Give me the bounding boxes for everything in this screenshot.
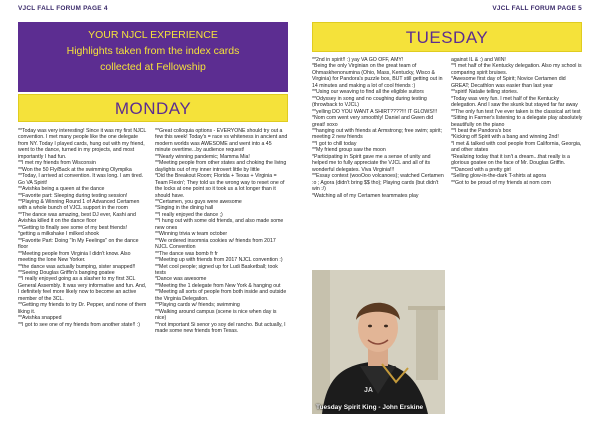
forum-comment: **Playing & Winning Round 1 of Advanced Certamen with a whole bunch of VJCL support in the room	[18, 198, 140, 212]
forum-comment: **Today was very interesting! Since it was my first NJCL convention. I met many people like the one delegate from NY. Today I played cards, hung out with my friend, went to the dance, turned in my projects, and most importantly I had fun.	[18, 128, 147, 160]
forum-comment: **Today, I arrived at convention. It was long. I am tired. Go VA Spirit!	[18, 173, 144, 186]
forum-comment: **I met half of the Kentucky delegation. Also my school is comparing spirit bruises.	[451, 63, 582, 76]
forum-comment: **Certamen, you guys were awesome	[155, 198, 242, 205]
forum-comment: **Great colloquia options - EVERYONE should try out a few this week! Today's = race vs whiteness in ancient and modern worlds was AWESOME and went into a 45 minute overtime...by audience request!	[155, 128, 288, 154]
person-illustration	[312, 270, 445, 414]
photo-caption: Tuesday Spirit King - John Erskine	[316, 404, 424, 411]
forum-comment: **the dance was actually bumping, sister snapped!!	[18, 263, 136, 270]
forum-comment: *Selling glow-in-the-dark T-shirts at agora	[451, 173, 547, 180]
tuesday-column-2	[451, 57, 584, 417]
page-header-left: VJCL FALL FORUM PAGE 4	[18, 5, 108, 12]
forum-comment: **My friend group saw the moon	[312, 147, 386, 154]
forum-comment: **Getting my friends to try Dr. Pepper, and none of them liking it.	[18, 302, 147, 315]
forum-comment: **Meeting up with friends from 2017 NJCL convention :)	[155, 257, 283, 264]
forum-comment: *Awesome first day of Spirit; Novice Certamen did GREAT; Decathlon was easier than last year	[451, 76, 566, 89]
forum-comment: **Won the 50 Fly/Back at the swimming Olympika	[18, 166, 132, 173]
forum-comment: **Meeting people from Virginia I didn't know. Also meeting the lone New Yorker.	[18, 250, 131, 264]
forum-comment: **Winning trivia w team october	[155, 231, 228, 238]
forum-comment: **I really enjoyed going as a slasher to my first 3CL General Assembly. It was very informative and fun. And, I definitely feel more likely now to become an active member of the 3CL.	[18, 276, 147, 302]
forum-comment: **spirit! Natalie telling stories.	[451, 89, 519, 96]
forum-comment: *getting a milkshake I milked shook	[18, 231, 100, 238]
forum-comment: **Meeting people from other states and choking the living daylights out of my inner introvert little by little	[155, 160, 287, 173]
forum-comment: **Favorite part: Sleeping during testing session!	[18, 192, 128, 199]
forum-comment: **2nd in spirit!! :) yay VA GO OFF, AMY!	[312, 57, 404, 63]
forum-comment: **Meeting the 1 delegate from New York & hanging out	[155, 282, 281, 289]
forum-comment: **yelling DO YOU WANT A SHIRT????!!! IT GLOWS!!!	[312, 108, 438, 115]
forum-comment: **Using our weaving to find all the eligible suitors	[312, 89, 424, 96]
forum-comment: *Being the only Virginian on the great team of Ohmaskhenonumina (Ohio, Mass, Kentucky, Wisco & Virginia) for Pandora's puzzle box, BUT still getting out in 14 minutes and making a lot of cool friends :)	[312, 63, 443, 89]
forum-comment: **Avishka being a queen at the dance	[18, 186, 105, 193]
forum-comment: **Getting to finally see some of my best friends!	[18, 224, 127, 231]
forum-comment: **Seeing Douglas Griffin's banging goatee	[18, 269, 115, 276]
svg-text:JA: JA	[364, 387, 373, 394]
forum-comment: **We ordered insomnia cookies w/ friends from 2017 NJCL Convention	[155, 237, 276, 251]
forum-comment: **I met my friends from Wisconsin	[18, 160, 96, 167]
forum-comment: *Participating in Spirit gave me a sense of unity and helped me to fully appreciate the VJCL and all of its wonderful delegates. Viva Virginia!!!	[312, 153, 431, 173]
forum-comment: **The only fun test I've ever taken is the classical art test	[451, 108, 581, 115]
monday-column-1	[18, 128, 149, 418]
forum-comment: *Nom com went very smoothly! Daniel and Gwen did great! xoxo	[312, 115, 434, 128]
forum-comment: *Watching all of my Certamen teammates play	[312, 192, 419, 199]
forum-comment: **I got to see one of my friends from another state!! :)	[18, 321, 140, 328]
forum-comment: **I really enjoyed the dance ;)	[155, 211, 223, 218]
forum-comment: **not important Si senor yo soy del rancho. But actually, I made some new friends from Texas.	[155, 321, 286, 335]
forum-comment: **Danced with a pretty girl	[451, 166, 511, 173]
forum-comment: **Got to be proud of my friends at nom com	[451, 179, 551, 186]
forum-comment: against IL & :) and WIN!	[451, 57, 506, 63]
tuesday-column-1	[312, 57, 445, 267]
tuesday-heading: TUESDAY	[312, 22, 582, 52]
forum-comment: *Did the Breakout Room; Florida + Texas + Virginia = Team Flexin'; They told us the wrong way to reset one of the locks at one point so it took us a lot longer than it should have.	[155, 173, 285, 199]
forum-comment: **I got to chill today	[312, 140, 357, 147]
forum-comment: *Sitting in Farmer's listening to a delegate play absolutely beautifully on the piano	[451, 115, 583, 128]
forum-comment: **I beat the Pandora's box	[451, 127, 512, 134]
forum-comment: **Nearly winning pandemic; Mamma Mia!	[155, 153, 250, 160]
forum-comment: **Essay contest (wooOoo volcanoes); watched Certamen :o ; Agora (didn't bring $$ tho); Playing cards (but didn't win :/)	[312, 173, 444, 193]
forum-comment: **Meeting all sorts of people from both inside and outside the Virginia Delegation.	[155, 289, 287, 302]
forum-comment: **Favorite Part: Doing "In My Feelings" on the dance floor	[18, 237, 139, 251]
forum-comment: **Odyssey in song and no coughing during testing (throwback to VJCL)	[312, 95, 427, 109]
experience-title: YOUR NJCL EXPERIENCE	[88, 29, 218, 41]
forum-comment: **I hung out with some old friends, and also made some new ones	[155, 218, 284, 231]
experience-subtitle-1: Highlights taken from the index cards	[66, 45, 240, 57]
monday-column-2	[155, 128, 288, 418]
forum-comment: **Walking around campus (scene is nice when day is nice)	[155, 308, 277, 322]
forum-comment: **The dance was amazing, best DJ ever, Kashi and Avishka killed it on the dance floor	[18, 211, 136, 225]
experience-subtitle-2: collected at Fellowship	[100, 61, 206, 73]
forum-comment: *Dance was awesome	[155, 276, 207, 283]
forum-comment: *Singing in the dining hall	[155, 205, 214, 212]
forum-comment: **hanging out with friends at Armstrong; free swim; spirit; meeting 2 new friends	[312, 127, 443, 141]
forum-comment: **Playing cards w/ friends; swimming	[155, 302, 240, 309]
monday-heading: MONDAY	[18, 94, 288, 122]
forum-comment: *Realizing today that it isn't a dream...that really is a glorious goatee on the face of Mr. Douglas Griffin.	[451, 153, 570, 167]
forum-comment: **The dance was bomb fr fr	[155, 250, 218, 257]
forum-comment: *Today was very fun. I met half of the Kentucky delegation. And I saw the skunk but stayed far far away	[451, 95, 578, 109]
experience-banner	[18, 22, 288, 92]
spirit-king-photo	[312, 270, 445, 414]
forum-comment: *I met & talked with cool people from California, Georgia, and other states	[451, 140, 582, 154]
forum-comment: *Kicking off Spirit with a bang and winning 2nd!	[451, 134, 559, 141]
forum-comment: **Avishka snapped	[18, 315, 62, 322]
forum-comment: **Met cool people; signed up for Ludi Basketball; took tests	[155, 263, 278, 276]
page-header-right: VJCL FALL FORUM PAGE 5	[492, 5, 582, 12]
